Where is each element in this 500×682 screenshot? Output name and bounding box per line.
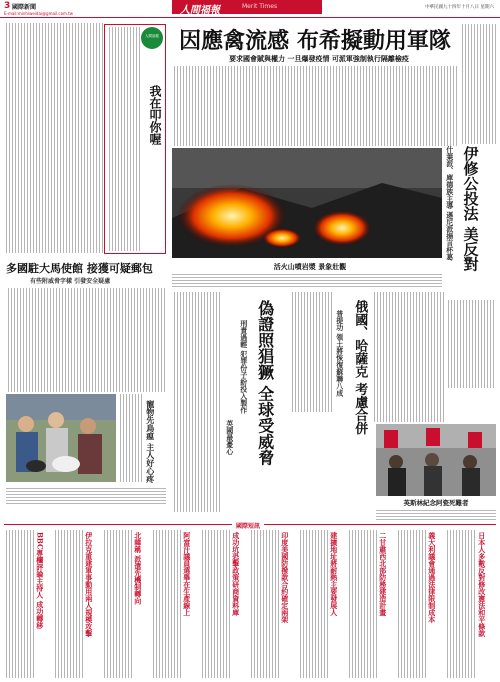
fake-story-subhead: 刑責過輕 犯罪份子紛投入製作 xyxy=(239,320,249,414)
lead-text-columns xyxy=(172,66,458,146)
volcano-caption-body xyxy=(172,272,442,288)
masthead-logo: 人間福報 xyxy=(180,5,220,16)
brief-item: 阿富汗議員選舉在生產線上 xyxy=(151,530,199,678)
crowd-caption-body xyxy=(6,486,166,506)
crowd-photo xyxy=(6,394,116,482)
brief-item: 建擴地址將耐熱主要發展人 xyxy=(298,530,346,678)
right-text-bottom xyxy=(446,300,496,388)
brief-item: BBC專欄評論主持人 成功轉移 xyxy=(4,530,52,678)
essay-box xyxy=(104,24,166,254)
left-text-columns xyxy=(4,23,104,253)
russia-story-headline: 俄國、哈薩克 考慮合併 xyxy=(352,300,368,435)
masthead-bar xyxy=(172,0,322,14)
volcano-image xyxy=(172,148,442,258)
fake-story-headline: 偽證照猖獗 全球受威脅 xyxy=(255,300,275,466)
left-story-subhead: 有些附威脅字樣 引發安全疑慮 xyxy=(30,278,111,285)
left-story-body xyxy=(6,288,166,392)
fake-story-subhead2: 英國最憂心 xyxy=(225,420,235,455)
lead-headline: 因應禽流感 布希擬動用軍隊 xyxy=(179,28,451,54)
russia-story-subhead: 普提功 領土將恢復蘇聯八成 xyxy=(335,310,345,397)
brief-item: 日本人多數反對修改憲法和平條款 xyxy=(445,530,496,678)
page-number: 3 xyxy=(4,1,11,11)
right-story-subhead: 什葉派、庫德族主導 遜尼派揚言杯葛 xyxy=(445,146,455,261)
header-email[interactable]: E-mail:minhiweidai@gmail.com.tw xyxy=(4,11,74,16)
crowd-image xyxy=(6,394,116,482)
brief-item: 義大利議會通過法律限制成本 xyxy=(396,530,444,678)
brief-item: 印度美國防撥款合約確定兩架 xyxy=(249,530,297,678)
header-date: 中華民國九十四年十月八日 星期六 xyxy=(425,5,494,10)
russia-story-body-2 xyxy=(372,292,444,422)
protest-caption: 英斯林紀念阿瓷死難者 xyxy=(403,499,469,507)
essay-body xyxy=(107,27,141,251)
briefs-row xyxy=(4,530,496,678)
fake-story-left-text xyxy=(172,292,222,512)
crowd-caption: 寵物先鳥瘟 主人好心疼 xyxy=(145,400,156,483)
section-label: 國際新聞 xyxy=(12,4,37,11)
essay-badge: 人間福報 xyxy=(141,27,163,49)
volcano-caption-title: 活火山噴岩漿 景象壯觀 xyxy=(273,263,347,271)
brief-item: 北韓稱 派遣先機制轉向 xyxy=(102,530,150,678)
right-text-top xyxy=(460,24,496,144)
page-header xyxy=(0,0,500,22)
brief-item: 成功坑恐擊政策研商資料庫 xyxy=(200,530,248,678)
volcano-photo xyxy=(172,148,442,258)
protest-caption-body xyxy=(376,508,496,522)
crowd-side-text xyxy=(118,394,144,482)
protest-photo xyxy=(376,424,496,496)
russia-story-body xyxy=(290,292,334,412)
left-story-headline: 多國駐大馬使館 接獲可疑郵包 xyxy=(6,262,153,275)
protest-image xyxy=(376,424,496,496)
essay-title: 我在叩你喔 xyxy=(148,85,162,145)
lead-subhead: 要求國會賦與權力 一旦爆發疫情 可派軍強制執行隔離檢疫 xyxy=(229,55,409,63)
brief-item: 伊拉克重建軍事動用兩人規模攻擊 xyxy=(53,530,101,678)
brief-item: 二甘肅西北部防務建造計畫 xyxy=(347,530,395,678)
right-story-headline: 伊修公投法 美反對 xyxy=(461,146,480,272)
masthead-english: Merit Times xyxy=(242,3,278,10)
briefs-label: 國際短訊 xyxy=(232,521,264,530)
